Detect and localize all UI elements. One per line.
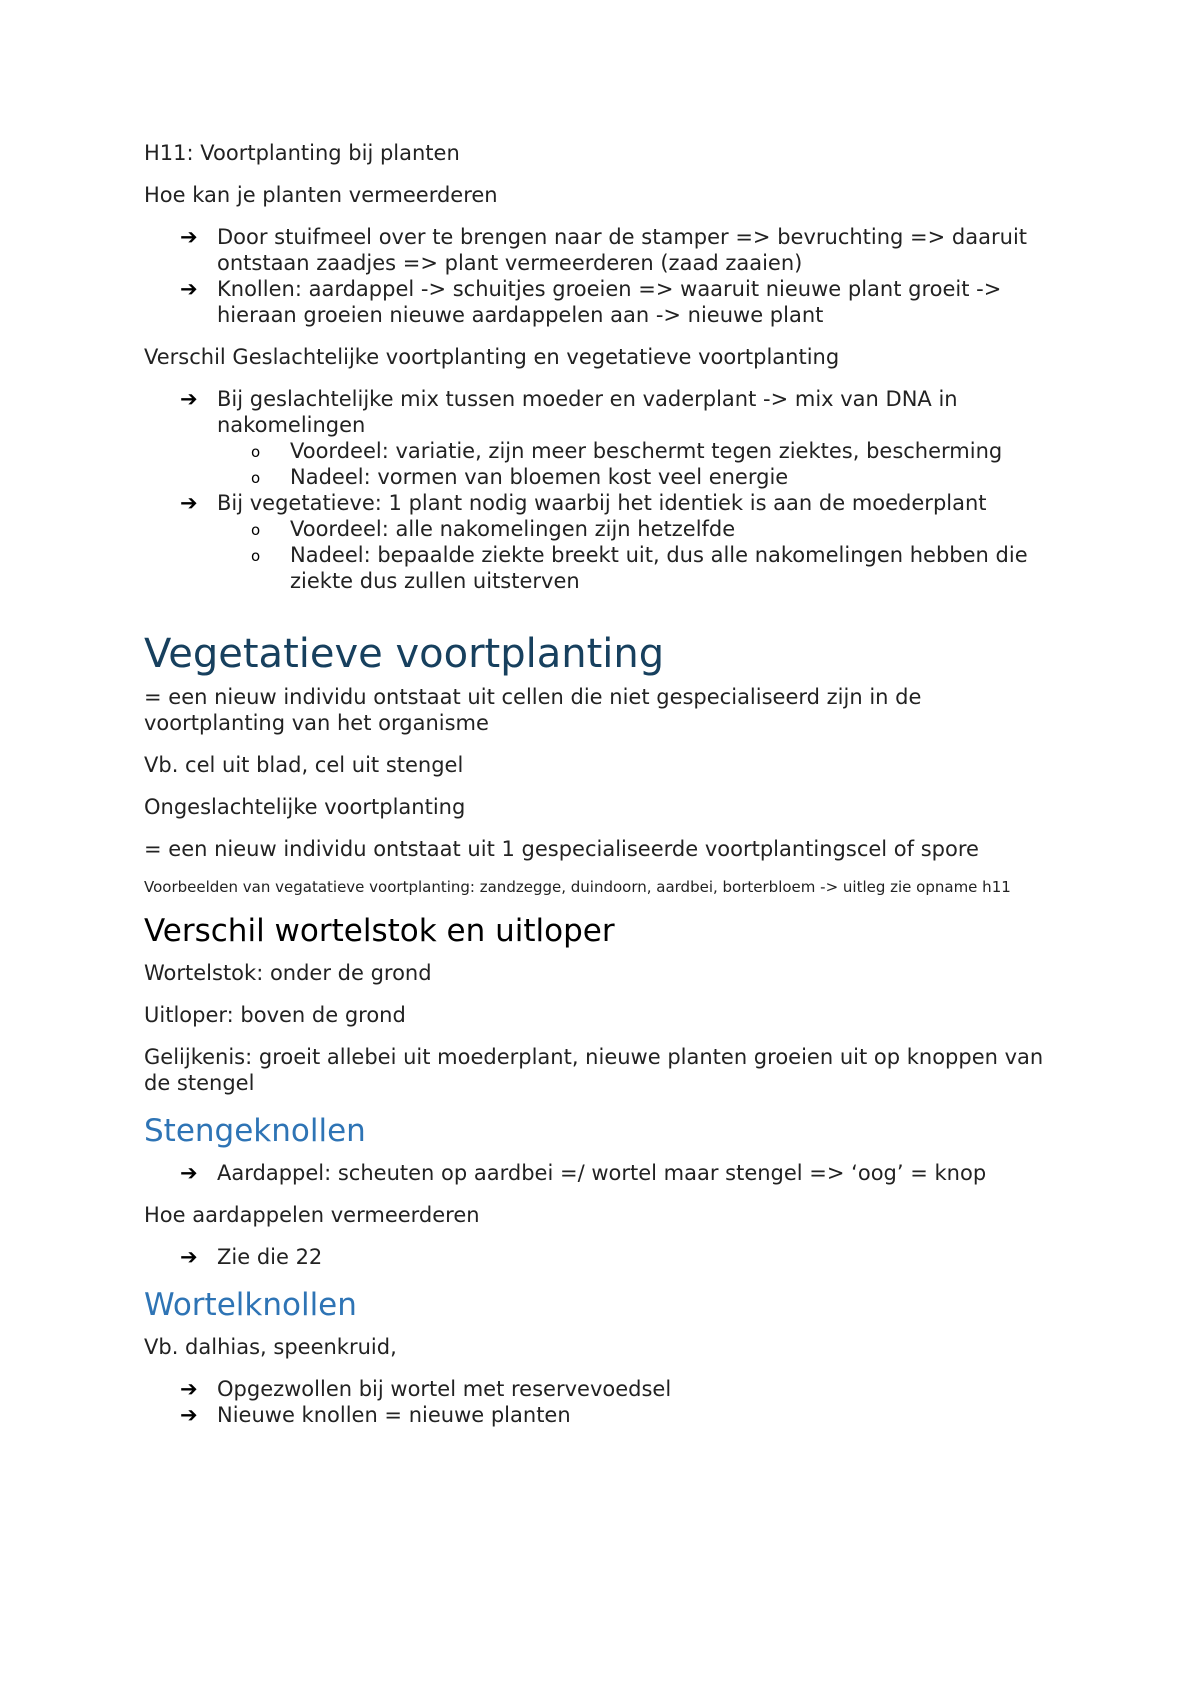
rootstock-title: Verschil wortelstok en uitloper (144, 913, 615, 949)
intro-question: Hoe kan je planten vermeerderen (144, 183, 498, 207)
sub-list-container (144, 438, 1064, 490)
list-item (144, 224, 1064, 276)
list-item (144, 1402, 1064, 1428)
arrow-bullet-icon: ➔ (180, 1245, 198, 1269)
circle-bullet-icon: o (251, 521, 261, 539)
difference-list (144, 386, 1064, 594)
vegetative-title: Vegetatieve voortplanting (144, 631, 665, 677)
runner-line: Uitloper: boven de grond (144, 1003, 406, 1027)
examples-note: Voorbeelden van vegatatieve voortplanting: zandzegge, duindoorn, aardbei, borterbloem -> uitleg zie opname h11 (144, 878, 1011, 896)
difference-heading: Verschil Geslachtelijke voortplanting en vegetatieve voortplanting (144, 345, 840, 369)
list-item-text: Aardappel: scheuten op aardbei =/ wortel maar stengel => ‘oog’ = knop (217, 1161, 987, 1185)
list-item-text: Door stuifmeel over te brengen naar de stamper => bevruchting => daaruit ontstaan zaadjes => plant vermeerderen (zaad zaaien) (217, 225, 1028, 275)
intro-title: H11: Voortplanting bij planten (144, 141, 460, 165)
similarity-line: Gelijkenis: groeit allebei uit moederplant, nieuwe planten groeien uit op knoppen van de stengel (144, 1045, 1044, 1095)
sub-list-container (144, 516, 1064, 594)
list-item-text: Bij vegetatieve: 1 plant nodig waarbij het identiek is aan de moederplant (217, 491, 987, 515)
sub-list-item (144, 438, 1064, 464)
list-item (144, 1160, 1064, 1186)
sub-item-text: Voordeel: alle nakomelingen zijn hetzelfde (290, 517, 736, 541)
list-item (144, 490, 1064, 516)
sub-list-item (144, 516, 1064, 542)
vegetative-definition: = een nieuw individu ontstaat uit cellen die niet gespecialiseerd zijn in de voortplanting van het organisme (144, 685, 922, 735)
intro-list (144, 224, 1064, 328)
stem-tubers-title: Stengeknollen (144, 1113, 366, 1149)
list-item (144, 1376, 1064, 1402)
sub-item-text: Voordeel: variatie, zijn meer beschermt tegen ziektes, bescherming (290, 439, 1003, 463)
root-tubers-list (144, 1376, 1064, 1428)
asexual-heading: Ongeslachtelijke voortplanting (144, 795, 466, 819)
list-item-text: Opgezwollen bij wortel met reservevoedsel (217, 1377, 672, 1401)
circle-bullet-icon: o (251, 443, 261, 461)
sub-list (144, 516, 1064, 594)
arrow-bullet-icon: ➔ (180, 277, 198, 301)
arrow-bullet-icon: ➔ (180, 1161, 198, 1185)
rootstock-line: Wortelstok: onder de grond (144, 961, 432, 985)
arrow-bullet-icon: ➔ (180, 387, 198, 411)
root-tubers-example: Vb. dalhias, speenkruid, (144, 1335, 397, 1359)
arrow-bullet-icon: ➔ (180, 1377, 198, 1401)
stem-tubers-list (144, 1160, 1064, 1186)
arrow-bullet-icon: ➔ (180, 491, 198, 515)
sub-item-text: Nadeel: vormen van bloemen kost veel energie (290, 465, 789, 489)
root-tubers-title: Wortelknollen (144, 1287, 357, 1323)
sub-list-item (144, 464, 1064, 490)
stem-tubers-question: Hoe aardappelen vermeerderen (144, 1203, 480, 1227)
list-item-text: Knollen: aardappel -> schuitjes groeien => waaruit nieuwe plant groeit -> hieraan groeien nieuwe aardappelen aan -> nieuwe plant (217, 277, 1002, 327)
list-item (144, 276, 1064, 328)
sub-list (144, 438, 1064, 490)
document-content (144, 140, 1064, 1444)
sub-list-item (144, 542, 1064, 594)
sub-item-text: Nadeel: bepaalde ziekte breekt uit, dus alle nakomelingen hebben die ziekte dus zullen uitsterven (290, 543, 1028, 593)
list-item (144, 1244, 1064, 1270)
arrow-bullet-icon: ➔ (180, 1403, 198, 1427)
vegetative-example: Vb. cel uit blad, cel uit stengel (144, 753, 464, 777)
list-item-text: Zie die 22 (217, 1245, 323, 1269)
circle-bullet-icon: o (251, 547, 261, 565)
arrow-bullet-icon: ➔ (180, 225, 198, 249)
list-item-text: Nieuwe knollen = nieuwe planten (217, 1403, 571, 1427)
list-item (144, 386, 1064, 438)
circle-bullet-icon: o (251, 469, 261, 487)
asexual-definition: = een nieuw individu ontstaat uit 1 gespecialiseerde voortplantingscel of spore (144, 837, 979, 861)
list-item-text: Bij geslachtelijke mix tussen moeder en vaderplant -> mix van DNA in nakomelingen (217, 387, 958, 437)
stem-tubers-answer-list (144, 1244, 1064, 1270)
